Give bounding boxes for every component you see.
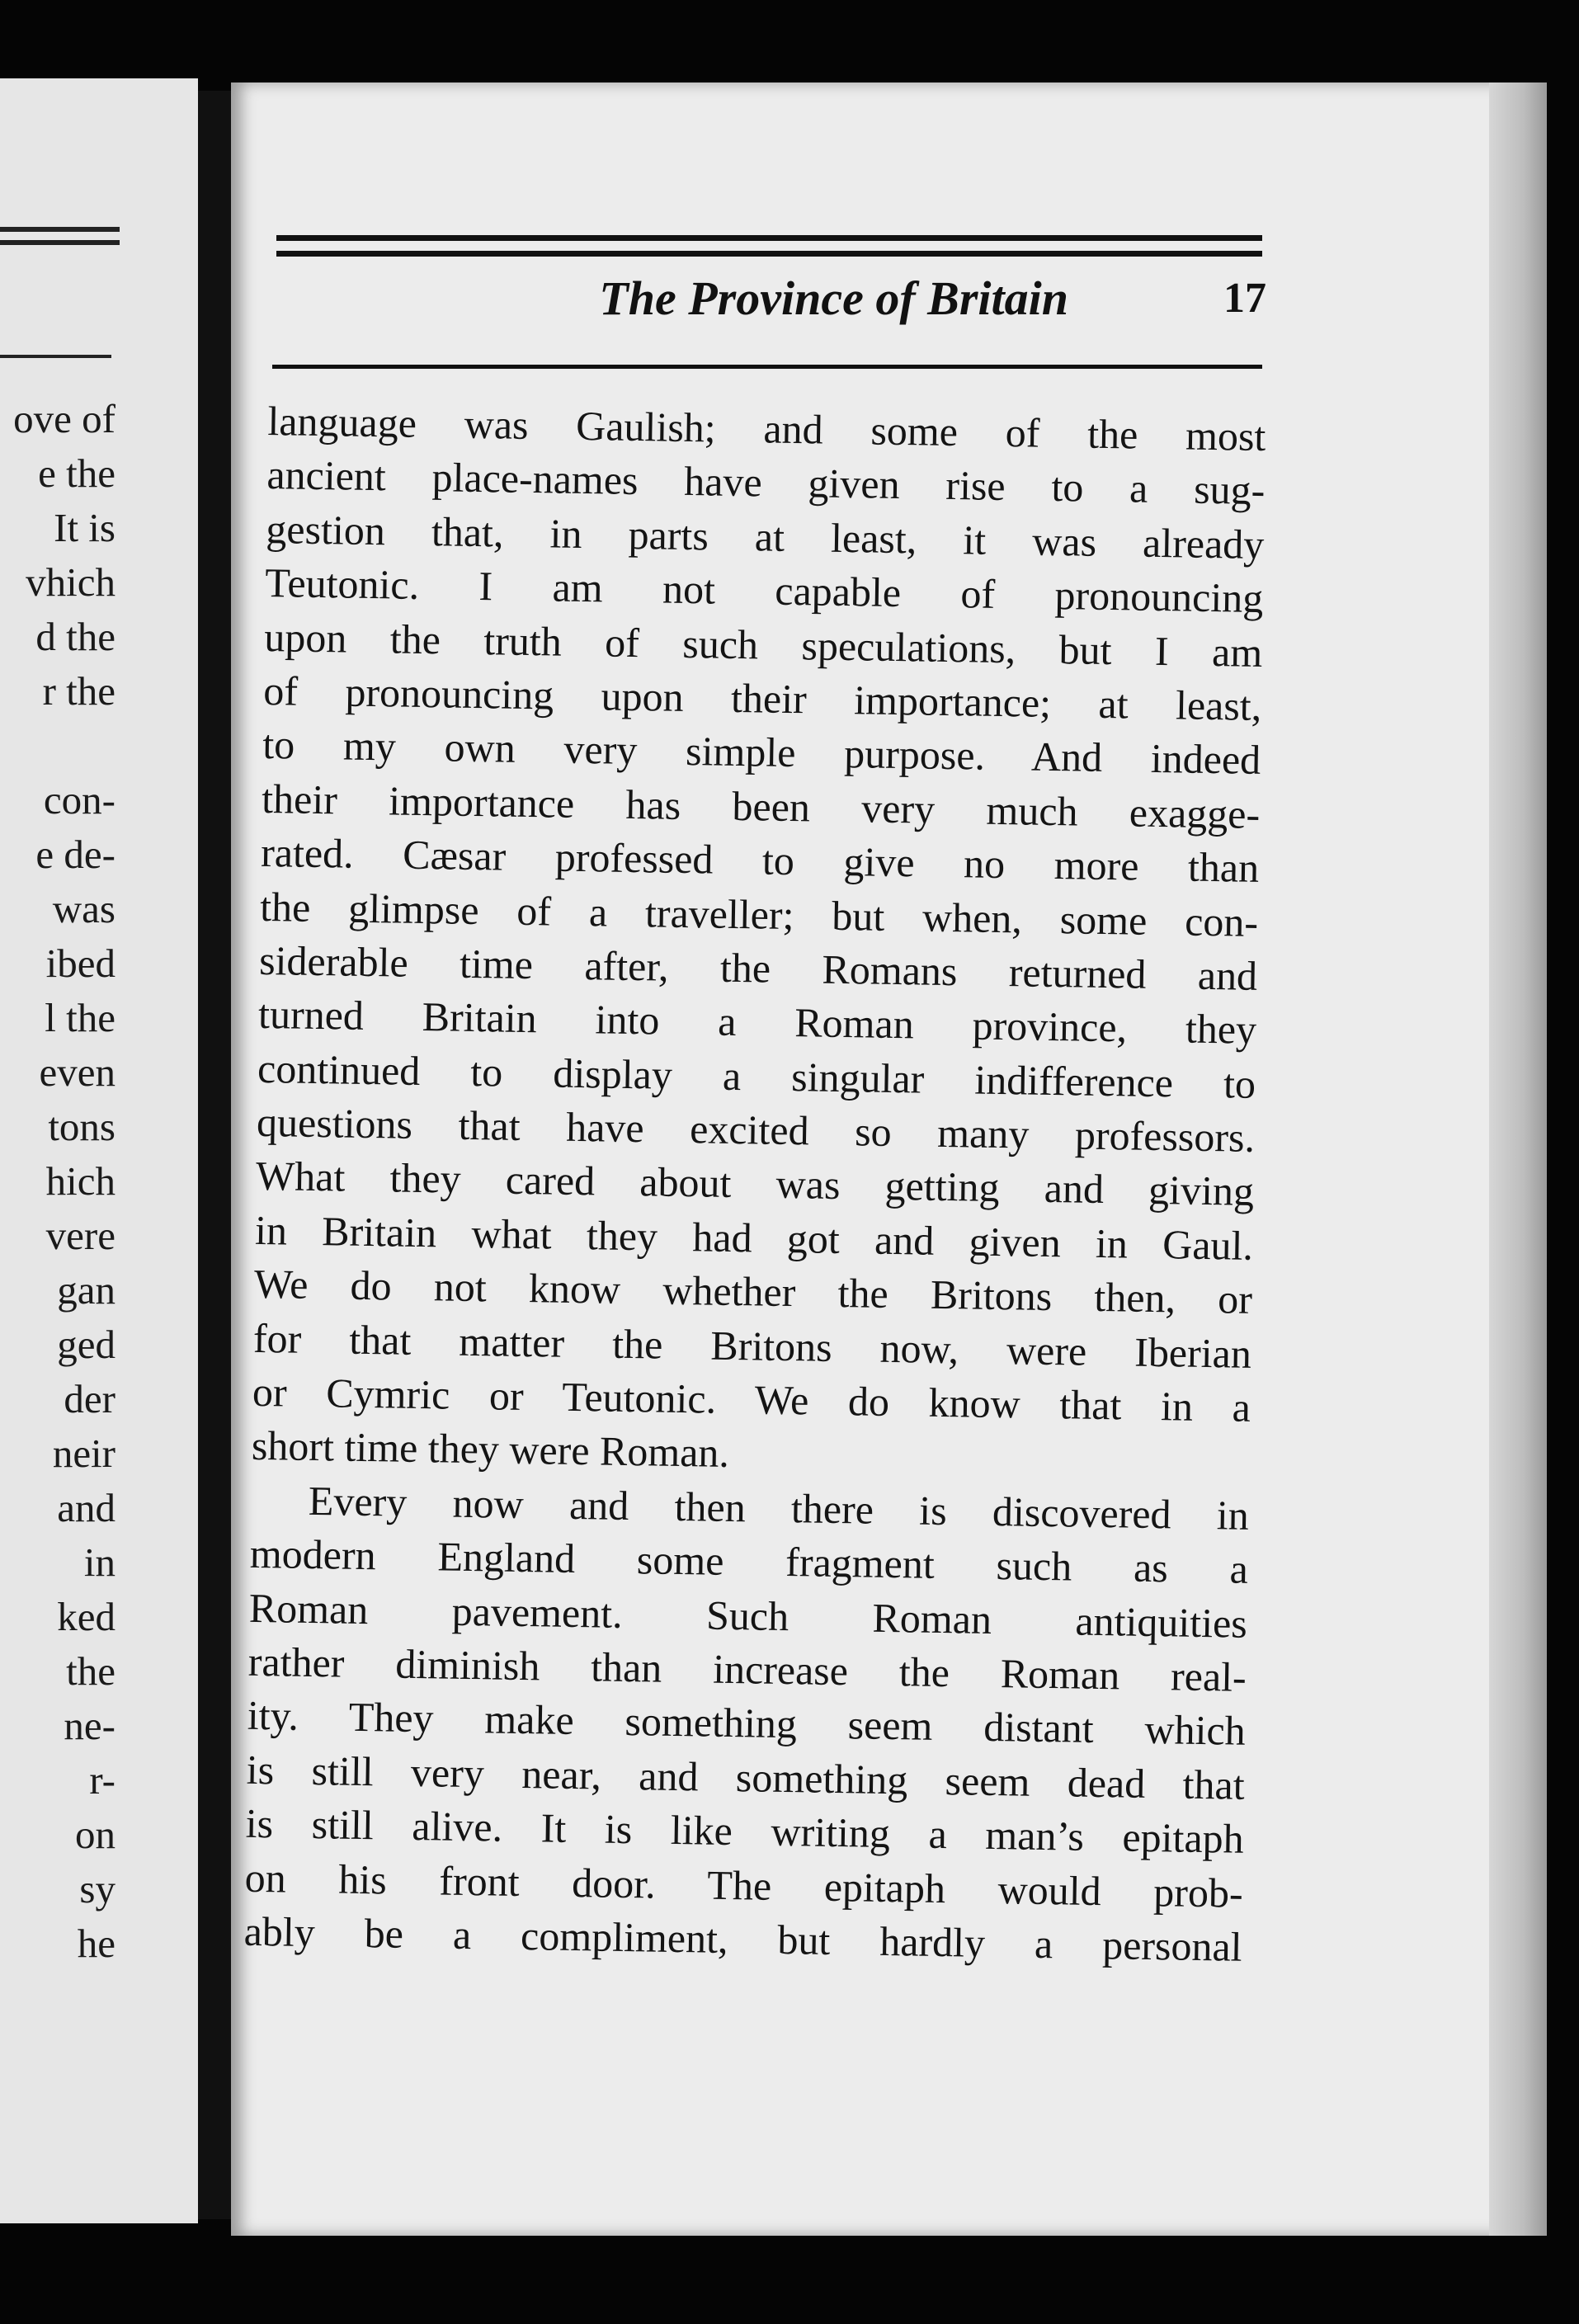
text-line: of pronouncing upon their importance; at least, xyxy=(262,667,1262,729)
left-page-fragment xyxy=(0,78,198,2223)
text-line: Teutonic. I am not capable of pronouncing xyxy=(264,559,1264,622)
text-line: is still alive. It is like writing a man’s epitaph xyxy=(245,1799,1245,1862)
text-line: on his front door. The epitaph would prob- xyxy=(244,1854,1244,1916)
left-line-fragment: the xyxy=(66,1648,115,1694)
text-line: for that matter the Britons now, were Iberian xyxy=(252,1314,1252,1377)
text-line: rated. Cæsar professed to give no more than xyxy=(260,829,1260,892)
right-page xyxy=(231,82,1547,2236)
left-line-fragment: der xyxy=(64,1376,115,1421)
text-line: What they cared about was getting and giving xyxy=(255,1153,1255,1215)
text-line: ably be a compliment, but hardly a personal xyxy=(243,1907,1243,1970)
text-line: Every now and then there is discovered in xyxy=(308,1477,1250,1539)
left-line-fragment: was xyxy=(52,886,115,931)
left-line-fragment xyxy=(0,719,115,773)
left-line-fragment: con- xyxy=(43,777,115,823)
left-line-fragment: vere xyxy=(45,1213,115,1258)
left-line-fragment: ked xyxy=(57,1594,115,1639)
text-line: questions that have excited so many professors. xyxy=(256,1098,1256,1161)
text-line: We do not know whether the Britons then, or xyxy=(253,1261,1253,1323)
running-head xyxy=(276,271,1266,337)
text-line: gestion that, in parts at least, it was already xyxy=(266,505,1265,568)
left-line-fragment: r- xyxy=(89,1757,115,1803)
left-line-fragment: even xyxy=(39,1049,115,1095)
left-line-fragment: e de- xyxy=(35,832,115,877)
page-edge-stack xyxy=(1489,82,1547,2236)
text-line: is still very near, and something seem dead that xyxy=(246,1746,1246,1808)
text-line: to my own very simple purpose. And indeed xyxy=(262,721,1261,784)
text-line: siderable time after, the Romans returned and xyxy=(258,936,1258,999)
text-line: turned Britain into a Roman province, they xyxy=(257,991,1257,1054)
left-line-fragment: ne- xyxy=(64,1703,115,1748)
text-line: upon the truth of such speculations, but I am xyxy=(263,613,1263,676)
text-line: their importance has been very much exagge- xyxy=(261,775,1261,837)
text-line: modern England some fragment such as a xyxy=(249,1530,1249,1593)
left-line-fragment: It is xyxy=(54,505,115,550)
text-line: in Britain what they had got and given in Gaul. xyxy=(254,1206,1254,1269)
left-line-fragment: l the xyxy=(45,995,115,1040)
text-line: ancient place-names have given rise to a sug- xyxy=(266,451,1266,514)
text-line: the glimpse of a traveller; but when, some con- xyxy=(259,883,1259,945)
left-line-fragment: ged xyxy=(57,1322,115,1367)
left-line-fragment: tons xyxy=(48,1104,115,1149)
left-line-fragment: ove of xyxy=(13,396,115,441)
left-header-double-rule xyxy=(0,227,120,245)
left-line-fragment: neir xyxy=(52,1431,115,1476)
left-line-fragment: sy xyxy=(79,1866,115,1912)
text-line: ity. They make something seem distant which xyxy=(247,1692,1247,1755)
left-line-fragment: hich xyxy=(45,1158,115,1204)
running-title: The Province of Britain xyxy=(599,271,1068,325)
text-line: or Cymric or Teutonic. We do know that in a xyxy=(252,1368,1251,1431)
left-line-fragment: on xyxy=(75,1812,115,1857)
left-line-fragment: e the xyxy=(38,450,115,496)
text-line: continued to display a singular indifference to xyxy=(257,1044,1256,1107)
text-line: language was Gaulish; and some of the most xyxy=(267,397,1266,460)
left-line-fragment: and xyxy=(57,1485,115,1530)
text-line: short time they were Roman. xyxy=(251,1422,730,1477)
left-line-fragment: vhich xyxy=(26,559,115,605)
left-line-fragment: he xyxy=(77,1921,115,1966)
left-line-fragment: d the xyxy=(35,614,115,659)
left-header-rule xyxy=(0,355,111,358)
book-gutter xyxy=(198,91,231,2219)
left-line-fragment: gan xyxy=(57,1267,115,1313)
left-line-fragment: in xyxy=(83,1539,115,1585)
header-rule xyxy=(272,365,1262,369)
left-line-fragment: r the xyxy=(42,668,115,714)
left-page-line-fragments xyxy=(0,392,115,1971)
body-text xyxy=(243,394,1266,1974)
text-line: rather diminish than increase the Roman real- xyxy=(247,1638,1247,1700)
left-line-fragment: ibed xyxy=(45,940,115,986)
header-double-rule xyxy=(276,235,1262,257)
text-line: Roman pavement. Such Roman antiquities xyxy=(248,1584,1248,1647)
page-number: 17 xyxy=(1223,275,1266,322)
